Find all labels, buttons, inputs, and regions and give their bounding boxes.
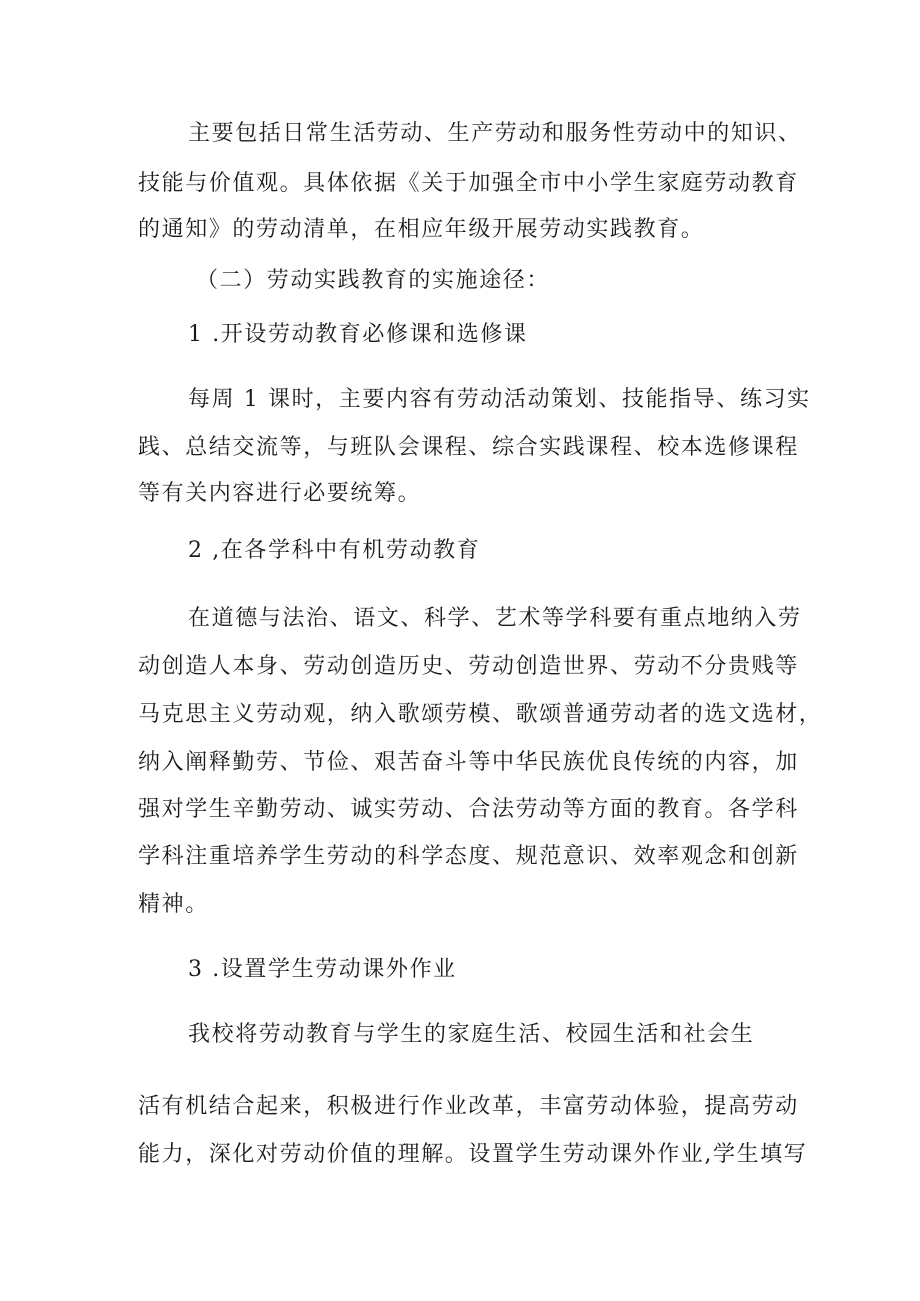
- text-line: 学科注重培养学生劳动的科学态度、规范意识、效率观念和创新: [138, 844, 799, 869]
- text-line: 能力，深化对劳动价值的理解。设置学生劳动课外作业,学生填写: [138, 1142, 808, 1167]
- text-line: 动创造人本身、劳动创造历史、劳动创造世界、劳动不分贵贱等: [138, 654, 799, 679]
- text-line: 等有关内容进行必要统筹。: [138, 481, 422, 506]
- subsection-heading: 1 .开设劳动教育必修课和选修课: [188, 322, 528, 347]
- text-line: 主要包括日常生活劳动、生产劳动和服务性劳动中的知识、: [188, 121, 802, 146]
- text-line: 每周 1 课时，主要内容有劳动活动策划、技能指导、练习实: [188, 387, 811, 412]
- text-line: 强对学生辛勤劳动、诚实劳动、合法劳动等方面的教育。各学科: [138, 797, 799, 822]
- text-line: 精神。: [138, 892, 209, 917]
- text-line: 践、总结交流等，与班队会课程、综合实践课程、校本选修课程: [138, 435, 799, 460]
- text-line: 我校将劳动教育与学生的家庭生活、校园生活和社会生: [188, 1022, 755, 1047]
- text-line: 马克思主义劳动观，纳入歌颂劳模、歌颂普通劳动者的选文选材，: [138, 702, 823, 727]
- text-line: 在道德与法治、语文、科学、艺术等学科要有重点地纳入劳: [188, 606, 802, 631]
- text-line: 活有机结合起来，积极进行作业改革，丰富劳动体验，提高劳动: [138, 1094, 799, 1119]
- subsection-heading: 3 .设置学生劳动课外作业: [188, 957, 457, 982]
- text-line: 的通知》的劳动清单，在相应年级开展劳动实践教育。: [138, 217, 705, 242]
- text-line: 纳入阐释勤劳、节俭、艰苦奋斗等中华民族优良传统的内容，加: [138, 750, 799, 775]
- subsection-heading: 2 ,在各学科中有机劳动教育: [188, 538, 481, 563]
- section-heading: （二）劳动实践教育的实施途径：: [196, 268, 551, 293]
- text-line: 技能与价值观。具体依据《关于加强全市中小学生家庭劳动教育: [138, 171, 799, 196]
